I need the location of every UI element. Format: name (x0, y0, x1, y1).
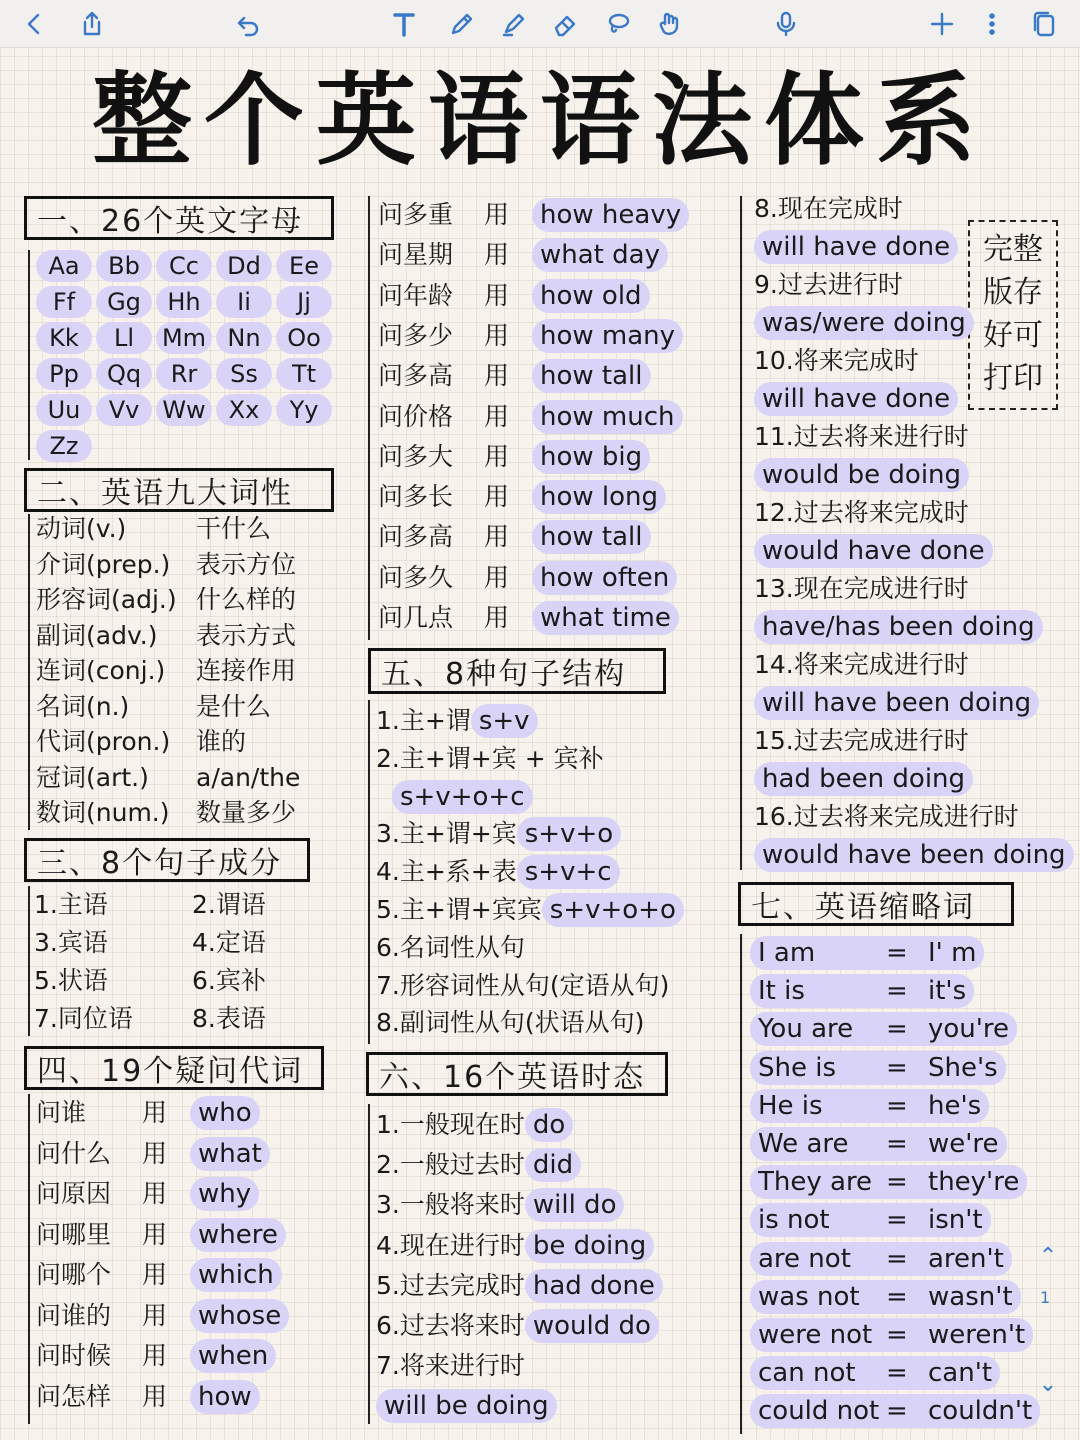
tense-row (754, 496, 969, 530)
question-use: 用 (142, 1219, 168, 1249)
sentence-structure-text: 8.副词性从句(状语从句) (376, 1008, 645, 1038)
divider (740, 934, 742, 1434)
contraction-row (750, 1242, 1012, 1276)
tense-form: would have been doing (754, 838, 1074, 872)
tense-row (754, 192, 903, 226)
question-use: 用 (484, 482, 510, 512)
question-word-highlight: why (190, 1177, 259, 1211)
contraction-full: were not (750, 1318, 886, 1352)
question-word (532, 279, 650, 313)
contraction-short: they're (920, 1165, 1027, 1199)
sentence-structure (376, 931, 525, 965)
part-of-speech-meaning: 数量多少 (196, 798, 297, 827)
question-label: 问多久 (378, 562, 454, 592)
contraction-short: She's (920, 1051, 1006, 1085)
question-use: 用 (142, 1341, 168, 1370)
question-word (532, 359, 651, 393)
contraction-full: She is (750, 1051, 886, 1085)
scroll-down-chevron-icon[interactable]: ⌄ (1038, 1372, 1058, 1397)
tense-name: 7.将来进行时 (376, 1351, 525, 1381)
tense-row (376, 1269, 663, 1303)
question-word (190, 1258, 282, 1292)
question-use: 用 (484, 441, 510, 471)
question-word-highlight: what (190, 1137, 270, 1171)
contraction-full: We are (750, 1127, 886, 1161)
tense-row (376, 1229, 654, 1263)
contraction-equals: = (886, 974, 920, 1008)
lasso-icon[interactable] (598, 4, 638, 44)
sentence-structure (376, 704, 538, 738)
part-of-speech-name: 数词(num.) (36, 798, 170, 827)
tense-row (376, 1108, 573, 1142)
part-of-speech-name: 介词(prep.) (36, 549, 171, 579)
question-label: 问多重 (378, 200, 454, 229)
question-label: 问星期 (378, 240, 454, 270)
sentence-component: 6.宾补 (192, 966, 266, 995)
contraction-full: was not (750, 1280, 886, 1314)
tense-form: will have done (754, 382, 958, 416)
question-use: 用 (142, 1098, 168, 1127)
side-note (968, 220, 1058, 410)
part-of-speech-meaning: 表示方式 (196, 620, 297, 650)
section-title-parts-of-speech: 二、英语九大词性 (24, 468, 334, 512)
sentence-structure-formula: s+v+o+c (392, 780, 533, 814)
sentence-structure (376, 742, 604, 776)
alphabet-letter: Aa (36, 250, 92, 282)
question-use: 用 (484, 522, 510, 552)
question-word-highlight: what time (532, 601, 679, 635)
alphabet-letter: Qq (96, 358, 152, 390)
tense-row (754, 534, 993, 568)
part-of-speech-name: 副词(adv.) (36, 620, 158, 650)
alphabet-letter: Jj (276, 286, 332, 318)
tense-form: will be doing (376, 1389, 557, 1423)
sentence-component: 2.谓语 (192, 890, 266, 919)
divider (28, 886, 30, 1036)
section-title-contractions: 七、英语缩略词 (738, 882, 1014, 926)
question-use: 用 (142, 1300, 168, 1330)
tense-name: 16.过去将来完成进行时 (754, 802, 1019, 831)
contraction-equals: = (886, 1165, 920, 1199)
question-word-highlight: which (190, 1258, 282, 1292)
contraction-row (750, 936, 984, 970)
tense-form: had been doing (754, 762, 973, 796)
tense-row (754, 762, 973, 796)
part-of-speech-meaning: 表示方位 (196, 549, 297, 579)
question-word (190, 1380, 260, 1414)
question-word (532, 480, 666, 514)
contraction-row (750, 1318, 1033, 1352)
question-label: 问多大 (378, 441, 454, 471)
tense-form: would be doing (754, 458, 969, 492)
sentence-structure-text: 7.形容词性从句(定语从句) (376, 970, 670, 1000)
question-use: 用 (484, 280, 510, 310)
contraction-short: you're (920, 1012, 1017, 1046)
contraction-full: I am (750, 936, 886, 970)
contraction-full: are not (750, 1242, 886, 1276)
part-of-speech-name: 连词(conj.) (36, 656, 166, 685)
sentence-component: 3.宾语 (34, 928, 108, 957)
contraction-equals: = (886, 1356, 920, 1390)
question-label: 问多高 (378, 361, 454, 391)
question-word-highlight: what day (532, 238, 668, 272)
part-of-speech-name: 形容词(adj.) (36, 585, 177, 614)
question-label: 问多高 (378, 522, 454, 552)
alphabet-letter: Mm (156, 322, 212, 354)
sentence-structure-formula: s+v+c (517, 855, 620, 889)
divider (368, 1104, 370, 1424)
alphabet-letter: Rr (156, 358, 212, 390)
tense-name: 4.现在进行时 (376, 1230, 525, 1260)
tense-row (754, 344, 919, 378)
sentence-structure-text: 2.主+谓+宾 + 宾补 (376, 743, 604, 773)
part-of-speech-meaning: 是什么 (196, 691, 272, 721)
tense-form: will have done (754, 230, 958, 264)
sentence-structure-text: 3.主+谓+宾 (376, 819, 517, 849)
contraction-row (750, 1051, 1006, 1085)
question-label: 问几点 (378, 603, 454, 632)
contraction-full: He is (750, 1089, 886, 1123)
sentence-structure (376, 893, 684, 927)
tense-form: did (525, 1148, 581, 1182)
question-label: 问谁的 (36, 1300, 112, 1330)
tense-row (376, 1309, 659, 1343)
contraction-row (750, 1280, 1021, 1314)
question-use: 用 (484, 401, 510, 431)
question-use: 用 (142, 1179, 168, 1208)
alphabet-letter: Pp (36, 358, 92, 390)
sentence-structure-text: 6.名词性从句 (376, 932, 525, 962)
part-of-speech-meaning: 干什么 (196, 514, 272, 543)
tense-name: 1.一般现在时 (376, 1110, 525, 1139)
alphabet-letter: Gg (96, 286, 152, 318)
divider (28, 250, 30, 460)
sentence-structure-formula: s+v (471, 704, 538, 738)
scroll-up-chevron-icon[interactable]: ⌃ (1038, 1244, 1058, 1269)
question-word (532, 561, 677, 595)
question-use: 用 (484, 562, 510, 592)
contraction-row (750, 1127, 1007, 1161)
alphabet-letter: Ll (96, 322, 152, 354)
sentence-structure-text: 1.主+谓 (376, 706, 471, 735)
contraction-short: I' m (920, 936, 984, 970)
contraction-row (750, 974, 974, 1008)
part-of-speech-name: 代词(pron.) (36, 727, 171, 756)
tense-name: 14.将来完成进行时 (754, 650, 969, 679)
question-word-highlight: how often (532, 561, 677, 595)
part-of-speech-name: 动词(v.) (36, 514, 127, 543)
contraction-equals: = (886, 1203, 920, 1237)
tense-form: would do (525, 1309, 659, 1343)
part-of-speech-meaning: 连接作用 (196, 656, 297, 685)
divider (740, 196, 742, 870)
sentence-structure (376, 1006, 644, 1040)
divider (28, 514, 30, 830)
question-word-highlight: how many (532, 319, 683, 353)
question-word (190, 1137, 270, 1171)
alphabet-letter: Oo (276, 322, 332, 354)
contraction-row (750, 1012, 1017, 1046)
question-label: 问多少 (378, 320, 454, 350)
contraction-full: They are (750, 1165, 886, 1199)
tense-row (754, 686, 1039, 720)
contraction-short: he's (920, 1089, 989, 1123)
alphabet-letter: Zz (36, 430, 92, 462)
tense-name: 2.一般过去时 (376, 1150, 525, 1180)
contraction-row (750, 1356, 1000, 1390)
contraction-short: aren't (920, 1242, 1012, 1276)
alphabet-letter: Nn (216, 322, 272, 354)
contraction-equals: = (886, 936, 920, 970)
contraction-equals: = (886, 1012, 920, 1046)
alphabet-letter: Tt (276, 358, 332, 390)
eraser-icon[interactable] (546, 4, 586, 44)
question-word (532, 238, 668, 272)
tense-row (754, 838, 1074, 872)
highlighter-icon[interactable] (494, 4, 534, 44)
question-use: 用 (142, 1260, 168, 1289)
tense-name: 6.过去将来时 (376, 1311, 525, 1340)
question-word (532, 319, 683, 353)
question-use: 用 (484, 240, 510, 270)
microphone-icon[interactable] (766, 4, 806, 44)
question-word (532, 520, 651, 554)
contraction-row (750, 1165, 1027, 1199)
question-use: 用 (142, 1381, 168, 1411)
tense-form: be doing (525, 1229, 654, 1263)
contraction-row (750, 1203, 991, 1237)
question-word-highlight: how old (532, 279, 650, 313)
tense-form: have/has been doing (754, 610, 1043, 644)
contraction-full: You are (750, 1012, 886, 1046)
sentence-component: 5.状语 (34, 966, 108, 995)
question-word-highlight: where (190, 1218, 286, 1252)
alphabet-letter: Ss (216, 358, 272, 390)
tense-row (754, 382, 958, 416)
question-use: 用 (484, 361, 510, 391)
tense-row (754, 610, 1043, 644)
contraction-equals: = (886, 1394, 920, 1428)
alphabet-letter: Yy (276, 394, 332, 426)
contraction-full: is not (750, 1203, 886, 1237)
hand-icon[interactable] (650, 4, 690, 44)
question-word (190, 1096, 260, 1130)
tense-row (754, 230, 958, 264)
sentence-structure-formula: s+v+o+o (542, 893, 684, 927)
tense-row (754, 306, 974, 340)
sentence-structure (376, 817, 621, 851)
tense-name: 12.过去将来完成时 (754, 498, 969, 527)
question-label: 问哪个 (36, 1260, 112, 1289)
contraction-full: could not (750, 1394, 886, 1428)
sentence-structure-text: 5.主+谓+宾宾 (376, 895, 542, 924)
divider (368, 700, 370, 1044)
alphabet-letter: Kk (36, 322, 92, 354)
tense-row (376, 1188, 624, 1222)
sentence-component: 8.表语 (192, 1004, 266, 1033)
tense-row (376, 1389, 557, 1423)
contraction-short: it's (920, 974, 974, 1008)
contraction-equals: = (886, 1127, 920, 1161)
tense-row (754, 724, 969, 758)
alphabet-letter: Bb (96, 250, 152, 282)
question-word (190, 1177, 259, 1211)
section-title-tenses: 六、16个英语时态 (366, 1052, 668, 1096)
part-of-speech-meaning: a/an/the (196, 762, 301, 792)
pen-icon[interactable] (442, 4, 482, 44)
side-note-text: 完整版存好可打印 (983, 232, 1043, 396)
alphabet-letter: Cc (156, 250, 212, 282)
tense-row (754, 572, 969, 606)
part-of-speech-meaning: 谁的 (196, 727, 247, 756)
divider (28, 1094, 30, 1424)
question-word (190, 1218, 286, 1252)
alphabet-letter: Xx (216, 394, 272, 426)
sentence-component: 1.主语 (34, 890, 108, 919)
tense-name: 3.一般将来时 (376, 1190, 525, 1220)
sentence-component: 7.同位语 (34, 1004, 133, 1033)
divider (368, 196, 370, 640)
section-title-sentence-structures: 五、8种句子结构 (368, 648, 666, 694)
contraction-short: isn't (920, 1203, 991, 1237)
tense-row (754, 648, 969, 682)
question-label: 问什么 (36, 1138, 112, 1168)
contraction-short: we're (920, 1127, 1007, 1161)
tense-form: will have been doing (754, 686, 1039, 720)
alphabet-letter: Ww (156, 394, 212, 426)
tense-form: will do (525, 1188, 625, 1222)
question-word (532, 440, 650, 474)
tense-row (376, 1148, 581, 1182)
more-icon[interactable] (972, 4, 1012, 44)
question-label: 问原因 (36, 1179, 112, 1208)
contraction-row (750, 1394, 1040, 1428)
tense-row (754, 458, 969, 492)
sentence-structure-text: 4.主+系+表 (376, 857, 517, 887)
tense-name: 10.将来完成时 (754, 346, 919, 375)
tense-name: 15.过去完成进行时 (754, 726, 969, 755)
sentence-structure (376, 969, 669, 1003)
question-word-highlight: how much (532, 400, 683, 434)
tense-name: 5.过去完成时 (376, 1270, 525, 1300)
question-label: 问怎样 (36, 1381, 112, 1411)
tense-row (754, 268, 903, 302)
question-word (532, 400, 683, 434)
share-icon[interactable] (72, 4, 112, 44)
page-indicator: 1 (1040, 1288, 1051, 1307)
question-word-highlight: how heavy (532, 198, 689, 232)
question-use: 用 (142, 1138, 168, 1168)
question-label: 问哪里 (36, 1219, 112, 1249)
tense-form: would have done (754, 534, 993, 568)
part-of-speech-name: 名词(n.) (36, 691, 130, 721)
question-word-highlight: how tall (532, 520, 651, 554)
question-word-highlight: whose (190, 1299, 289, 1333)
sentence-structure-formula: s+v+o (517, 817, 621, 851)
tense-row (754, 800, 1019, 834)
part-of-speech-meaning: 什么样的 (196, 585, 297, 614)
tense-form: was/were doing (754, 306, 974, 340)
contraction-short: wasn't (920, 1280, 1021, 1314)
sentence-structure (376, 855, 620, 889)
contraction-row (750, 1089, 989, 1123)
alphabet-letter: Ee (276, 250, 332, 282)
alphabet-letter: Vv (96, 394, 152, 426)
contraction-equals: = (886, 1242, 920, 1276)
contraction-short: weren't (920, 1318, 1033, 1352)
contraction-equals: = (886, 1280, 920, 1314)
question-label: 问谁 (36, 1098, 87, 1127)
question-use: 用 (484, 603, 510, 632)
section-title-sentence-components: 三、8个句子成分 (24, 838, 310, 882)
question-word (532, 198, 689, 232)
alphabet-letter: Dd (216, 250, 272, 282)
sentence-structure (392, 780, 533, 814)
question-word-highlight: when (190, 1339, 276, 1373)
contraction-short: can't (920, 1356, 1000, 1390)
question-word-highlight: who (190, 1096, 260, 1130)
question-word (190, 1339, 276, 1373)
alphabet-letter: Ii (216, 286, 272, 318)
tense-name: 11.过去将来进行时 (754, 422, 969, 451)
tense-row (376, 1349, 525, 1383)
question-label: 问价格 (378, 401, 454, 431)
question-use: 用 (484, 200, 510, 229)
question-word (532, 601, 679, 635)
contraction-equals: = (886, 1051, 920, 1085)
text-tool-icon[interactable] (384, 4, 424, 44)
tense-form: had done (525, 1269, 663, 1303)
question-word-highlight: how long (532, 480, 666, 514)
contraction-short: couldn't (920, 1394, 1040, 1428)
contraction-equals: = (886, 1089, 920, 1123)
add-icon[interactable] (922, 4, 962, 44)
back-chevron-icon[interactable] (14, 4, 54, 44)
tense-row (754, 420, 969, 454)
pages-icon[interactable] (1024, 4, 1064, 44)
page-title: 整个英语语法体系 (92, 62, 988, 179)
section-title-alphabet: 一、26个英文字母 (24, 196, 334, 240)
contraction-equals: = (886, 1318, 920, 1352)
tense-name: 13.现在完成进行时 (754, 574, 969, 603)
alphabet-letter: Ff (36, 286, 92, 318)
tense-name: 8.现在完成时 (754, 194, 903, 223)
question-word-highlight: how tall (532, 359, 651, 393)
question-label: 问多长 (378, 482, 454, 512)
undo-icon[interactable] (228, 4, 268, 44)
question-label: 问时候 (36, 1341, 112, 1370)
alphabet-letter: Uu (36, 394, 92, 426)
sentence-component: 4.定语 (192, 928, 266, 957)
question-word-highlight: how big (532, 440, 650, 474)
contraction-full: It is (750, 974, 886, 1008)
question-label: 问年龄 (378, 280, 454, 310)
contraction-full: can not (750, 1356, 886, 1390)
question-use: 用 (484, 320, 510, 350)
tense-form: do (525, 1108, 573, 1142)
part-of-speech-name: 冠词(art.) (36, 762, 149, 792)
question-word-highlight: how (190, 1380, 260, 1414)
question-word (190, 1299, 289, 1333)
tense-name: 9.过去进行时 (754, 270, 903, 299)
section-title-interrogatives: 四、19个疑问代词 (24, 1046, 324, 1090)
alphabet-letter: Hh (156, 286, 212, 318)
